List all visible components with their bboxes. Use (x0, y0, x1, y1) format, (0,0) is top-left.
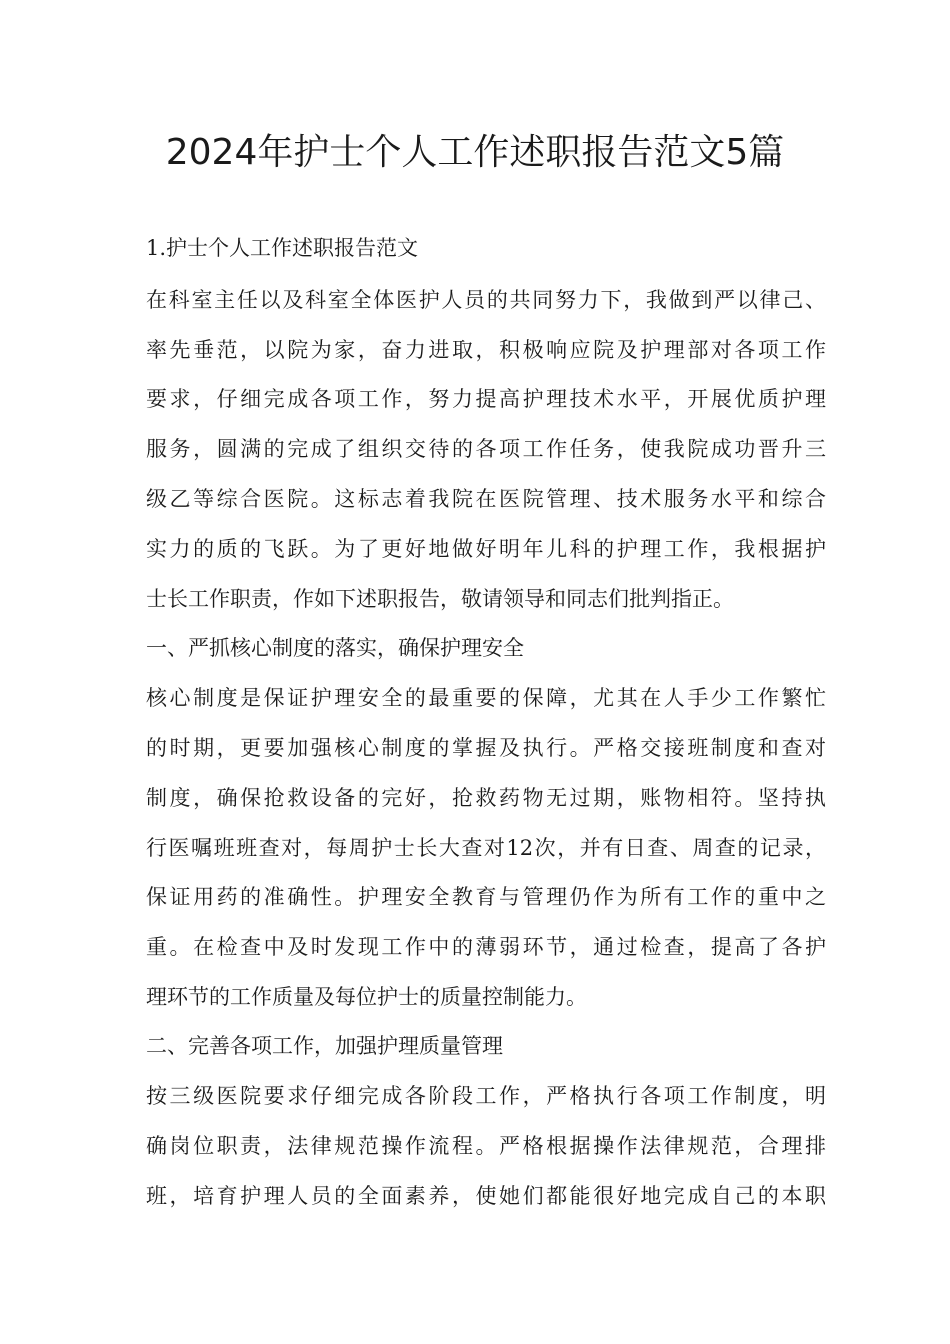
section-heading-2: 一、严抓核心制度的落实，确保护理安全 (146, 636, 524, 660)
paragraph-line: 服务，圆满的完成了组织交待的各项工作任务，使我院成功晋升三 (146, 437, 826, 461)
paragraph-line: 理环节的工作质量及每位护士的质量控制能力。 (146, 985, 587, 1009)
paragraph-line: 士长工作职责，作如下述职报告，敬请领导和同志们批判指正。 (146, 587, 734, 611)
paragraph-line: 按三级医院要求仔细完成各阶段工作，严格执行各项工作制度，明 (146, 1084, 826, 1108)
paragraph-line: 制度，确保抢救设备的完好，抢救药物无过期，账物相符。坚持执 (146, 786, 826, 810)
paragraph-line: 要求，仔细完成各项工作，努力提高护理技术水平，开展优质护理 (146, 387, 826, 411)
section-heading-3: 二、完善各项工作，加强护理质量管理 (146, 1034, 503, 1058)
paragraph-line: 在科室主任以及科室全体医护人员的共同努力下，我做到严以律己、 (146, 288, 826, 312)
section-heading-1: 1.护士个人工作述职报告范文 (146, 236, 419, 260)
paragraph-line: 的时期，更要加强核心制度的掌握及执行。严格交接班制度和查对 (146, 736, 826, 760)
paragraph-line: 实力的质的飞跃。为了更好地做好明年儿科的护理工作，我根据护 (146, 537, 826, 561)
paragraph-line: 保证用药的准确性。护理安全教育与管理仍作为所有工作的重中之 (146, 885, 826, 909)
paragraph-line: 确岗位职责，法律规范操作流程。严格根据操作法律规范，合理排 (146, 1134, 826, 1158)
paragraph-line: 核心制度是保证护理安全的最重要的保障，尤其在人手少工作繁忙 (146, 686, 826, 710)
paragraph-line: 行医嘱班班查对，每周护士长大查对12次，并有日查、周查的记录， (146, 836, 826, 860)
paragraph-line: 重。在检查中及时发现工作中的薄弱环节，通过检查，提高了各护 (146, 935, 826, 959)
document-title: 2024年护士个人工作述职报告范文5篇 (165, 132, 785, 173)
paragraph-line: 班，培育护理人员的全面素养，使她们都能很好地完成自己的本职 (146, 1184, 826, 1208)
paragraph-line: 级乙等综合医院。这标志着我院在医院管理、技术服务水平和综合 (146, 487, 826, 511)
paragraph-line: 率先垂范，以院为家，奋力进取，积极响应院及护理部对各项工作 (146, 338, 826, 362)
